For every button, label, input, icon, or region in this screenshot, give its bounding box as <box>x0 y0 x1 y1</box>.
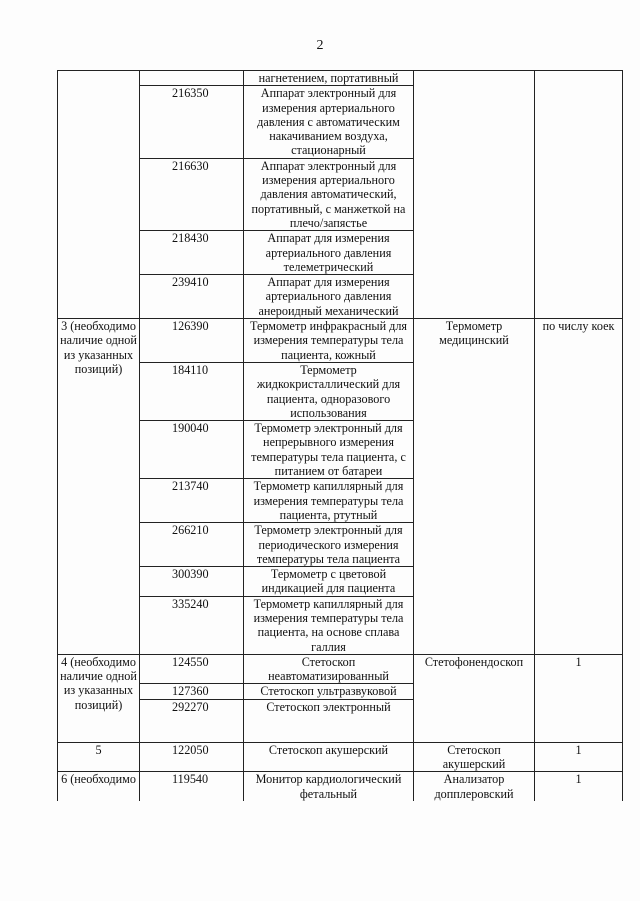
code-cell: 127360 <box>140 684 244 699</box>
name-cell: Монитор кардиологический фетальный <box>244 772 414 801</box>
device-cell: Термометр медицинский <box>414 319 535 655</box>
table-row <box>58 71 623 86</box>
name-cell: Термометр инфракрасный для измерения температуры тела пациента, кожный <box>244 319 414 363</box>
code-cell: 216630 <box>140 158 244 230</box>
name-cell: нагнетением, портативный <box>244 71 414 86</box>
code-cell: 300390 <box>140 567 244 597</box>
name-cell: Стетоскоп акушерский <box>244 742 414 772</box>
code-cell: 292270 <box>140 699 244 742</box>
device-cell: Анализатор допплеровский <box>414 772 535 801</box>
device-cell <box>414 71 535 319</box>
qty-cell: 1 <box>535 654 623 742</box>
name-cell: Термометр жидкокристаллический для пациента, одноразового использования <box>244 362 414 420</box>
device-cell: Стетофонендоскоп <box>414 654 535 742</box>
equipment-table <box>57 70 623 801</box>
code-cell: 213740 <box>140 479 244 523</box>
code-cell: 184110 <box>140 362 244 420</box>
code-cell <box>140 71 244 86</box>
name-cell: Стетоскоп ультразвуковой <box>244 684 414 699</box>
name-cell: Термометр электронный для периодического измерения температуры тела пациента <box>244 523 414 567</box>
code-cell: 124550 <box>140 654 244 684</box>
device-cell: Стетоскоп акушерский <box>414 742 535 772</box>
qty-cell: 1 <box>535 742 623 772</box>
name-cell: Термометр капиллярный для измерения температуры тела пациента, ртутный <box>244 479 414 523</box>
code-cell: 126390 <box>140 319 244 363</box>
code-cell: 335240 <box>140 596 244 654</box>
name-cell: Аппарат электронный для измерения артериального давления автоматический, портативный, с манжеткой на плечо/запястье <box>244 158 414 230</box>
name-cell: Термометр капиллярный для измерения температуры тела пациента, на основе сплава галлия <box>244 596 414 654</box>
qty-cell: 1 <box>535 772 623 801</box>
code-cell: 218430 <box>140 231 244 275</box>
page-number: 2 <box>316 38 324 53</box>
name-cell: Аппарат для измерения артериального давления телеметрический <box>244 231 414 275</box>
name-cell: Стетоскоп неавтоматизированный <box>244 654 414 684</box>
code-cell: 266210 <box>140 523 244 567</box>
name-cell: Аппарат для измерения артериального давления анероидный механический <box>244 275 414 319</box>
code-cell: 122050 <box>140 742 244 772</box>
name-cell: Стетоскоп электронный <box>244 699 414 742</box>
code-cell: 239410 <box>140 275 244 319</box>
table-row <box>58 742 623 772</box>
qty-cell: по числу коек <box>535 319 623 655</box>
group-number-cell: 5 <box>58 742 140 772</box>
qty-cell <box>535 71 623 319</box>
table-row <box>58 319 623 363</box>
group-number-cell <box>58 71 140 319</box>
table-row <box>58 772 623 801</box>
name-cell: Термометр с цветовой индикацией для пациента <box>244 567 414 597</box>
code-cell: 119540 <box>140 772 244 801</box>
name-cell: Термометр электронный для непрерывного измерения температуры тела пациента, с питанием от батареи <box>244 421 414 479</box>
table-row <box>58 654 623 684</box>
code-cell: 190040 <box>140 421 244 479</box>
group-number-cell: 6 (необходимо <box>58 772 140 801</box>
name-cell: Аппарат электронный для измерения артериального давления с автоматическим накачиванием воздуха, стационарный <box>244 86 414 158</box>
code-cell: 216350 <box>140 86 244 158</box>
group-number-cell: 4 (необходимо наличие одной из указанных позиций) <box>58 654 140 742</box>
group-number-cell: 3 (необходимо наличие одной из указанных позиций) <box>58 319 140 655</box>
